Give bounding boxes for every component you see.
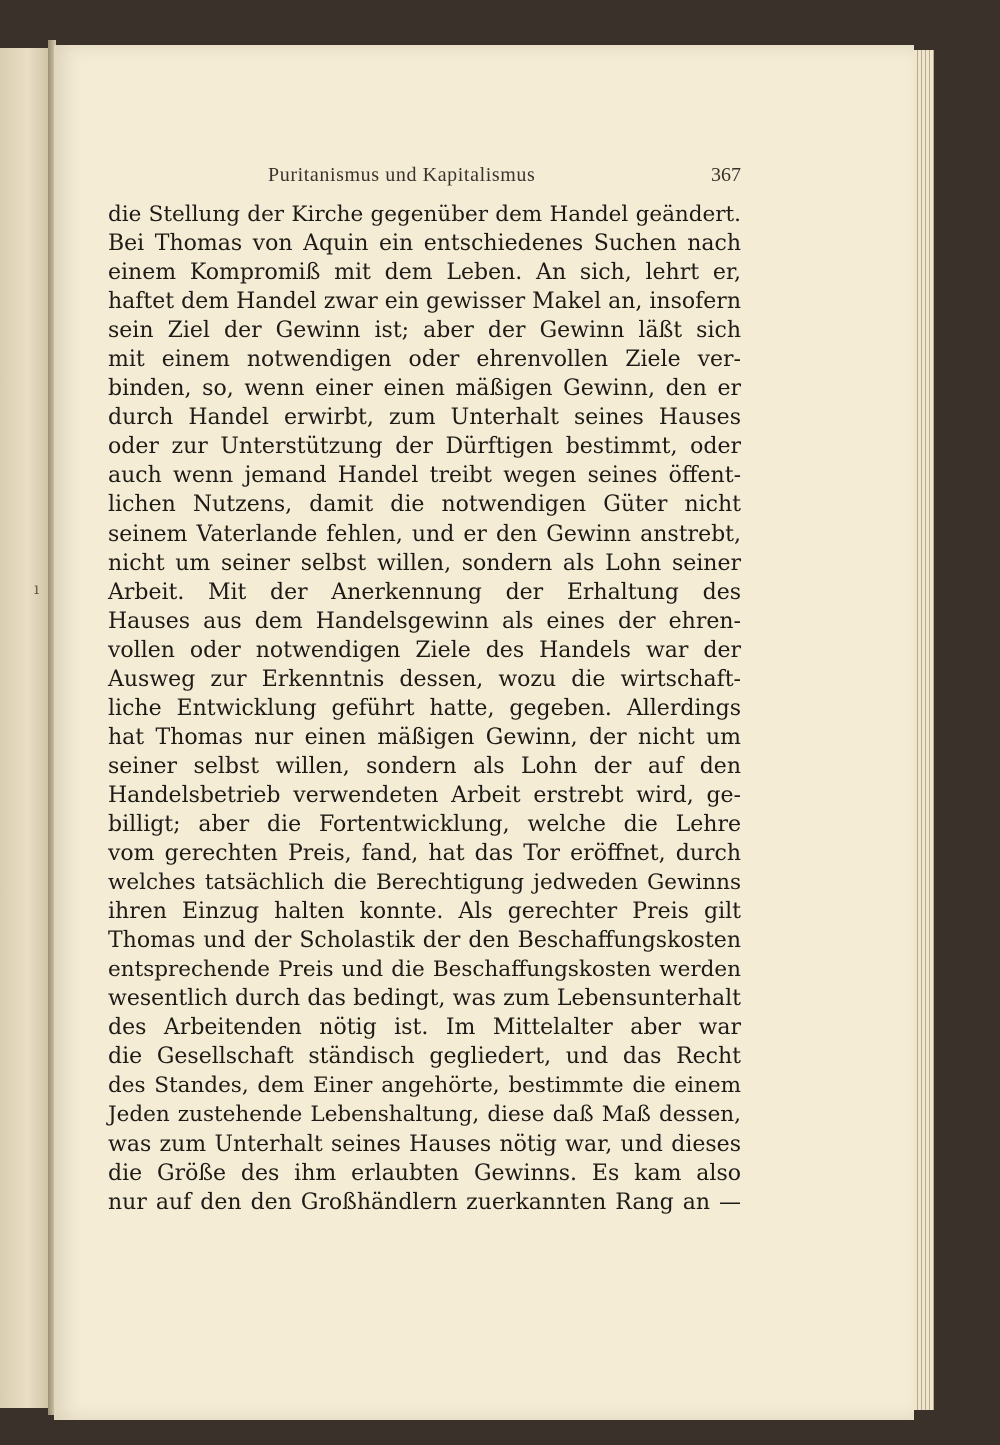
text-line: die Gesellschaft ständisch gegliedert, und das Recht — [108, 1044, 741, 1070]
text-line: des Standes, dem Einer angehörte, bestimmte die einem — [108, 1073, 741, 1099]
text-line: sein Ziel der Gewinn ist; aber der Gewinn läßt sich — [108, 318, 741, 344]
text-line: Ausweg zur Erkenntnis dessen, wozu die wirtschaft- — [108, 666, 741, 692]
text-line: lichen Nutzens, damit die notwendigen Güter nicht — [108, 492, 741, 518]
page-header — [108, 160, 741, 190]
text-line: einem Kompromiß mit dem Leben. An sich, lehrt er, — [108, 260, 741, 286]
text-line: welches tatsächlich die Berechtigung jedweden Gewinns — [108, 870, 741, 896]
text-line: des Arbeitenden nötig ist. Im Mittelalter aber war — [108, 1015, 741, 1041]
text-line: Bei Thomas von Aquin ein entschiedenes Suchen nach — [108, 231, 741, 257]
text-line: oder zur Unterstützung der Dürftigen bestimmt, oder — [108, 434, 741, 460]
text-line: mit einem notwendigen oder ehrenvollen Ziele ver- — [108, 347, 741, 373]
text-line: binden, so, wenn einer einen mäßigen Gewinn, den er — [108, 376, 741, 402]
text-line: ihren Einzug halten konnte. Als gerechter Preis gilt — [108, 899, 741, 925]
text-line: Arbeit. Mit der Anerkennung der Erhaltung des — [108, 579, 741, 605]
text-line: Jeden zustehende Lebenshaltung, diese daß Maß dessen, — [108, 1102, 741, 1128]
text-line: Hauses aus dem Handelsgewinn als eines der ehren- — [108, 608, 741, 634]
text-line: entsprechende Preis und die Beschaffungskosten werden — [108, 957, 741, 983]
text-line: Handelsbetrieb verwendeten Arbeit erstrebt wird, ge- — [108, 782, 741, 808]
text-line: durch Handel erwirbt, zum Unterhalt seines Hauses — [108, 405, 741, 431]
text-line: auch wenn jemand Handel treibt wegen seines öffent- — [108, 463, 741, 489]
body-text — [108, 200, 741, 1217]
text-line: was zum Unterhalt seines Hauses nötig war, und dieses — [108, 1131, 741, 1157]
text-line: billigt; aber die Fortentwicklung, welche die Lehre — [108, 811, 741, 837]
text-line: haftet dem Handel zwar ein gewisser Makel an, insofern — [108, 289, 741, 315]
text-line: Thomas und der Scholastik der den Beschaffungskosten — [108, 928, 741, 954]
text-line: seinem Vaterlande fehlen, und er den Gewinn anstrebt, — [108, 521, 741, 547]
running-title: Puritanismus und Kapitalismus — [268, 164, 536, 186]
text-line: wesentlich durch das bedingt, was zum Lebensunterhalt — [108, 986, 741, 1012]
text-line: nicht um seiner selbst willen, sondern als Lohn seiner — [108, 550, 741, 576]
text-line: vom gerechten Preis, fand, hat das Tor eröffnet, durch — [108, 841, 741, 867]
text-line: hat Thomas nur einen mäßigen Gewinn, der nicht um — [108, 724, 741, 750]
text-line: die Stellung der Kirche gegenüber dem Handel geändert. — [108, 202, 741, 227]
page-number: 367 — [711, 164, 741, 186]
text-line: vollen oder notwendigen Ziele des Handels war der — [108, 637, 741, 663]
page-edge-layer — [930, 50, 934, 1410]
text-line: liche Entwicklung geführt hatte, gegeben. Allerdings — [108, 695, 741, 721]
text-line: seiner selbst willen, sondern als Lohn der auf den — [108, 753, 741, 779]
text-line: nur auf den den Großhändlern zuerkannten Rang an — — [108, 1189, 741, 1215]
margin-pencil-mark: ı — [34, 579, 40, 598]
text-line: die Größe des ihm erlaubten Gewinns. Es kam also — [108, 1160, 741, 1186]
left-page-edge — [0, 48, 51, 1408]
